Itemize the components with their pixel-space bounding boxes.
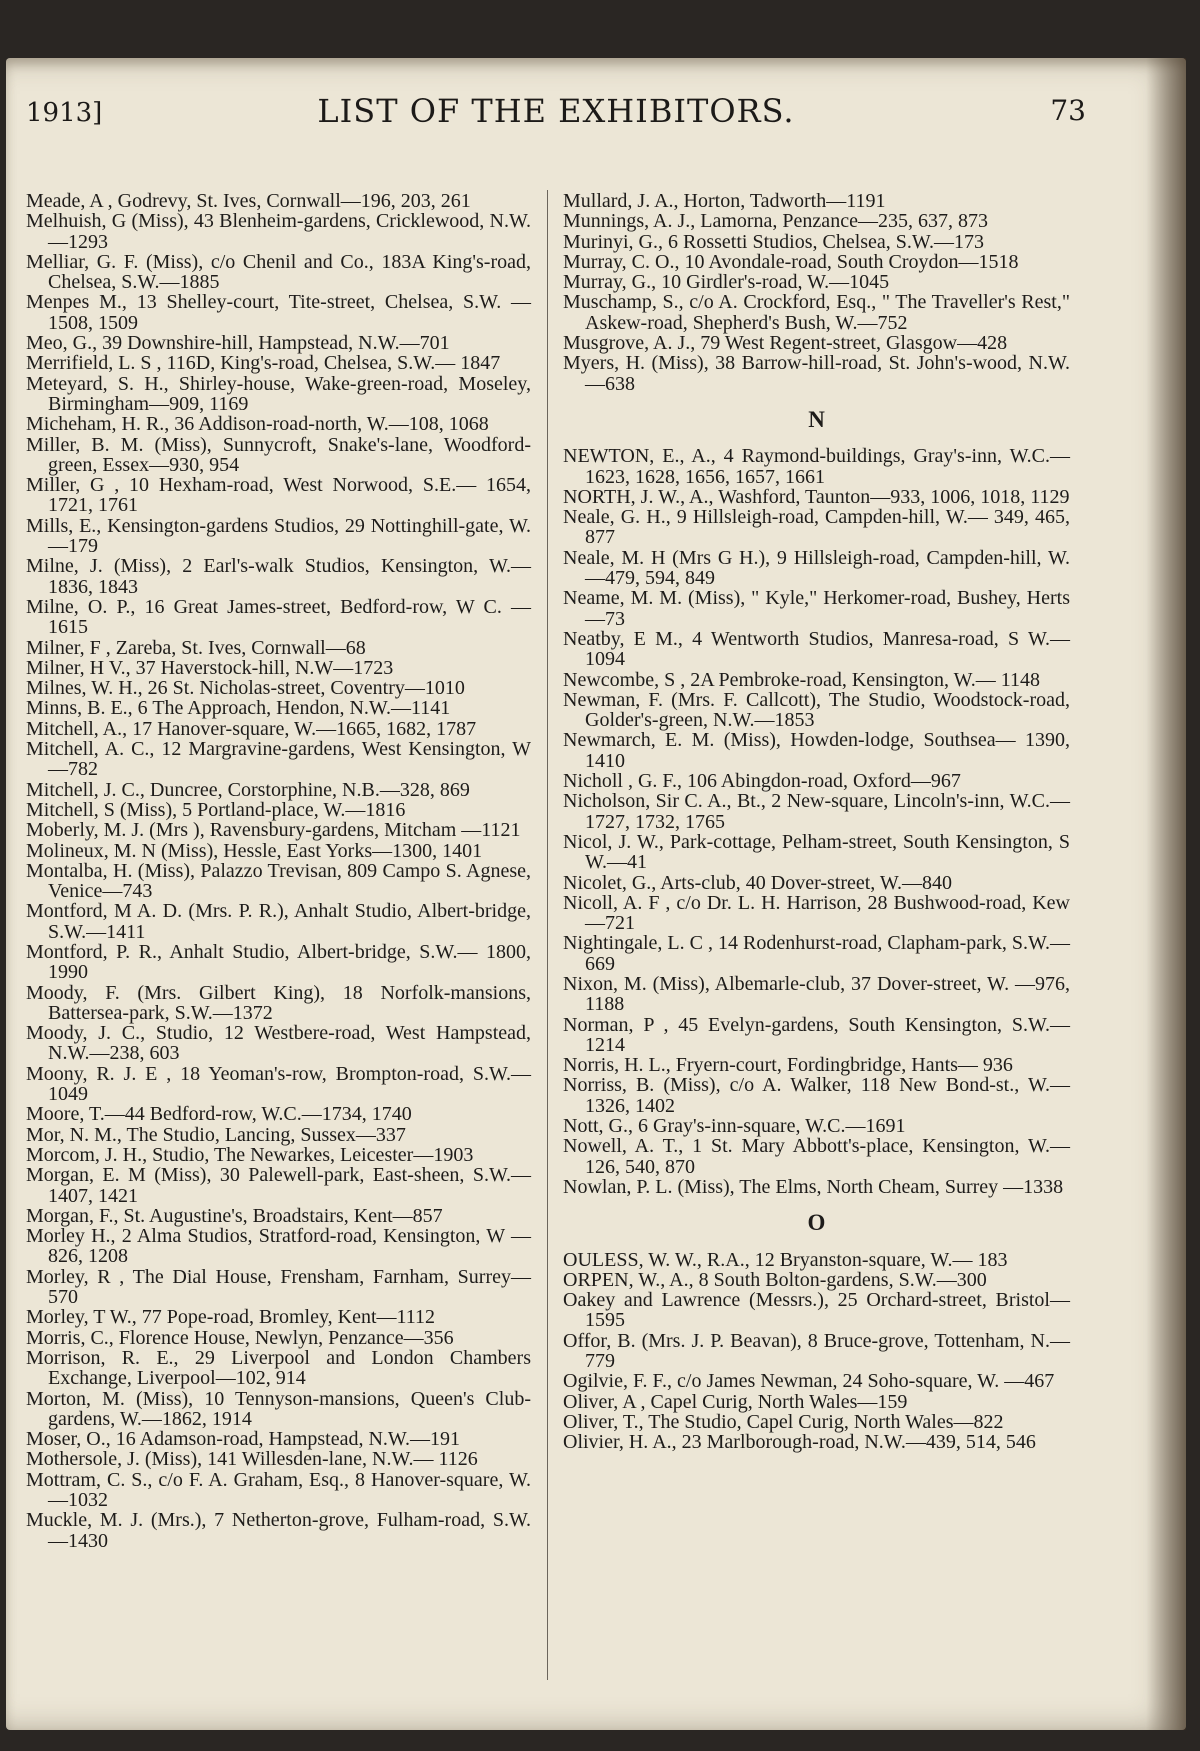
exhibitor-entry: Moody, F. (Mrs. Gilbert King), 18 Norfolk-mansions, Battersea-park, S.W.—1372	[26, 981, 531, 1024]
exhibitor-entry: Musgrove, A. J., 79 West Regent-street, Glasgow—428	[563, 332, 1008, 355]
exhibitor-entry: Oakey and Lawrence (Messrs.), 25 Orchard-street, Bristol—1595	[563, 1289, 1070, 1332]
exhibitor-entry: Montalba, H. (Miss), Palazzo Trevisan, 809 Campo S. Agnese, Venice—743	[26, 859, 531, 903]
exhibitor-entry: Moser, O., 16 Adamson-road, Hampstead, N.W.—191	[26, 1428, 460, 1451]
exhibitor-entry: Norriss, B. (Miss), c/o A. Walker, 118 New Bond-st., W.—1326, 1402	[563, 1074, 1070, 1117]
exhibitor-entry: OULESS, W. W., R.A., 12 Bryanston-square, W.— 183	[563, 1248, 1008, 1271]
header-page-number: 73	[1050, 94, 1086, 127]
exhibitor-entry: Nightingale, L. C , 14 Rodenhurst-road, Clapham-park, S.W.—669	[563, 932, 1070, 975]
exhibitor-entry: Morcom, J. H., Studio, The Newarkes, Leicester—1903	[26, 1143, 474, 1166]
exhibitor-entry: Mitchell, S (Miss), 5 Portland-place, W.—1816	[26, 798, 406, 821]
exhibitor-entry: Newmarch, E. M. (Miss), Howden-lodge, Southsea— 1390, 1410	[563, 729, 1070, 772]
exhibitor-entry: Minns, B. E., 6 The Approach, Hendon, N.W.—1141	[26, 697, 451, 720]
exhibitor-entry: Merrifield, L. S , 116D, King's-road, Chelsea, S.W.— 1847	[26, 352, 501, 375]
exhibitor-entry: Morton, M. (Miss), 10 Tennyson-mansions, Queen's Club-gardens, W.—1862, 1914	[26, 1387, 531, 1430]
exhibitor-entry: Meteyard, S. H., Shirley-house, Wake-green-road, Moseley, Birmingham—909, 1169	[26, 372, 531, 415]
section-letter-n: N	[808, 406, 825, 432]
exhibitor-entry: Milne, O. P., 16 Great James-street, Bedford-row, W C. —1615	[26, 595, 531, 639]
exhibitor-entry: Murinyi, G., 6 Rossetti Studios, Chelsea, S.W.—173	[563, 230, 984, 253]
column-divider	[547, 190, 548, 1680]
exhibitor-entry: Norris, H. L., Fryern-court, Fordingbridge, Hants— 936	[563, 1054, 1013, 1077]
header-year: 1913]	[26, 98, 103, 128]
exhibitor-entry: Mitchell, A., 17 Hanover-square, W.—1665, 1682, 1787	[26, 717, 477, 740]
exhibitor-entry: Morgan, F., St. Augustine's, Broadstairs, Kent—857	[26, 1204, 443, 1227]
exhibitor-entry: Miller, B. M. (Miss), Sunnycroft, Snake's-lane, Woodford-green, Essex—930, 954	[26, 433, 531, 476]
exhibitor-entry: NORTH, J. W., A., Washford, Taunton—933, 1006, 1018, 1129	[563, 485, 1070, 508]
exhibitor-entry: Micheham, H. R., 36 Addison-road-north, W.—108, 1068	[26, 413, 489, 436]
exhibitor-entry: Moore, T.—44 Bedford-row, W.C.—1734, 1740	[26, 1103, 412, 1126]
exhibitor-entry: Neale, G. H., 9 Hillsleigh-road, Campden-hill, W.— 349, 465, 877	[563, 506, 1070, 549]
exhibitor-entry: Meade, A , Godrevy, St. Ives, Cornwall—196, 203, 261	[26, 190, 471, 212]
exhibitor-entry: Mullard, J. A., Horton, Tadworth—1191	[563, 190, 886, 212]
exhibitor-entry: Menpes M., 13 Shelley-court, Tite-street, Chelsea, S.W. —1508, 1509	[26, 291, 531, 334]
exhibitor-entry: Nicholl , G. F., 106 Abingdon-road, Oxford—967	[563, 770, 961, 793]
exhibitor-entry: Milnes, W. H., 26 St. Nicholas-street, Coventry—1010	[26, 677, 465, 700]
section-letter-o: O	[807, 1210, 826, 1236]
exhibitor-entry: Newman, F. (Mrs. F. Callcott), The Studio, Woodstock-road, Golder's-green, N.W.—1853	[563, 688, 1070, 732]
exhibitor-entry: Norman, P , 45 Evelyn-gardens, South Kensington, S.W.—1214	[563, 1013, 1070, 1056]
exhibitor-entry: Morgan, E. M (Miss), 30 Palewell-park, East-sheen, S.W.—1407, 1421	[26, 1164, 531, 1207]
exhibitor-entry: Morley, R , The Dial House, Frensham, Farnham, Surrey—570	[26, 1265, 531, 1309]
exhibitor-entry: Mitchell, J. C., Duncree, Corstorphine, N.B.—328, 869	[26, 778, 470, 801]
right-column	[563, 191, 1070, 1453]
exhibitor-entry: Ogilvie, F. F., c/o James Newman, 24 Soho-square, W. —467	[563, 1370, 1055, 1393]
page-header	[26, 88, 1086, 138]
exhibitor-entry: Nicolet, G., Arts-club, 40 Dover-street, W.—840	[563, 871, 952, 894]
exhibitor-entry: Montford, M A. D. (Mrs. P. R.), Anhalt Studio, Albert-bridge, S.W.—1411	[26, 900, 531, 943]
exhibitor-entry: Murray, G., 10 Girdler's-road, W.—1045	[563, 271, 890, 294]
exhibitor-entry: Morrison, R. E., 29 Liverpool and London Chambers Exchange, Liverpool—102, 914	[26, 1346, 531, 1390]
exhibitor-entry: Morris, C., Florence House, Newlyn, Penzance—356	[26, 1326, 454, 1349]
exhibitor-entry: Morley, T W., 77 Pope-road, Bromley, Kent—1112	[26, 1306, 436, 1329]
exhibitor-entry: Nicoll, A. F , c/o Dr. L. H. Harrison, 28 Bushwood-road, Kew—721	[563, 891, 1070, 935]
exhibitor-entry: ORPEN, W., A., 8 South Bolton-gardens, S.W.—300	[563, 1268, 987, 1291]
exhibitor-entry: Murray, C. O., 10 Avondale-road, South Croydon—1518	[563, 250, 1019, 273]
exhibitor-entry: Neame, M. M. (Miss), " Kyle," Herkomer-road, Bushey, Herts—73	[563, 587, 1070, 630]
exhibitor-entry: Moberly, M. J. (Mrs ), Ravensbury-gardens, Mitcham —1121	[26, 819, 521, 842]
header-title: LIST OF THE EXHIBITORS.	[317, 92, 795, 130]
exhibitor-entry: Muckle, M. J. (Mrs.), 7 Netherton-grove, Fulham-road, S.W.—1430	[26, 1509, 531, 1552]
exhibitor-entry: Muschamp, S., c/o A. Crockford, Esq., " The Traveller's Rest," Askew-road, Shepherd's Bush, W.—752	[563, 291, 1070, 334]
exhibitor-entry: Milner, H V., 37 Haverstock-hill, N.W—1723	[26, 656, 394, 679]
exhibitor-entry: Melhuish, G (Miss), 43 Blenheim-gardens, Cricklewood, N.W.—1293	[26, 210, 531, 253]
left-column	[26, 191, 531, 1551]
section-o-entries	[563, 1250, 1070, 1453]
exhibitor-entry: Mills, E., Kensington-gardens Studios, 29 Nottinghill-gate, W.—179	[26, 514, 531, 558]
exhibitor-entry: Offor, B. (Mrs. J. P. Beavan), 8 Bruce-grove, Tottenham, N.—779	[563, 1329, 1070, 1373]
right-column-m-entries	[563, 191, 1070, 394]
exhibitor-entry: Milner, F , Zareba, St. Ives, Cornwall—68	[26, 636, 366, 659]
exhibitor-entry: Milne, J. (Miss), 2 Earl's-walk Studios, Kensington, W.—1836, 1843	[26, 555, 531, 598]
exhibitor-entry: Munnings, A. J., Lamorna, Penzance—235, 637, 873	[563, 210, 988, 233]
exhibitor-entry: Montford, P. R., Anhalt Studio, Albert-bridge, S.W.— 1800, 1990	[26, 940, 531, 984]
exhibitor-entry: Nicol, J. W., Park-cottage, Pelham-street, South Kensington, S W.—41	[563, 830, 1070, 874]
exhibitor-entry: Newcombe, S , 2A Pembroke-road, Kensington, W.— 1148	[563, 668, 1040, 691]
exhibitor-entry: Miller, G , 10 Hexham-road, West Norwood, S.E.— 1654, 1721, 1761	[26, 474, 531, 517]
exhibitor-entry: Moony, R. J. E , 18 Yeoman's-row, Brompton-road, S.W.—1049	[26, 1062, 531, 1106]
exhibitor-entry: Nowlan, P. L. (Miss), The Elms, North Cheam, Surrey —1338	[563, 1175, 1064, 1198]
exhibitor-entry: Olivier, H. A., 23 Marlborough-road, N.W.—439, 514, 546	[563, 1431, 1036, 1454]
exhibitor-entry: Moody, J. C., Studio, 12 Westbere-road, West Hampstead, N.W.—238, 603	[26, 1022, 531, 1065]
exhibitor-entry: Molineux, M. N (Miss), Hessle, East Yorks—1300, 1401	[26, 839, 483, 862]
exhibitor-entry: Mitchell, A. C., 12 Margravine-gardens, West Kensington, W —782	[26, 738, 531, 781]
exhibitor-entry: Nixon, M. (Miss), Albemarle-club, 37 Dover-street, W. —976, 1188	[563, 972, 1070, 1016]
exhibitor-entry: Nowell, A. T., 1 St. Mary Abbott's-place, Kensington, W.—126, 540, 870	[563, 1135, 1070, 1178]
exhibitor-entry: Oliver, A , Capel Curig, North Wales—159	[563, 1390, 908, 1413]
exhibitor-entry: Neatby, E M., 4 Wentworth Studios, Manresa-road, S W.—1094	[563, 627, 1070, 671]
exhibitor-entry: Myers, H. (Miss), 38 Barrow-hill-road, St. John's-wood, N.W.—638	[563, 352, 1070, 395]
exhibitor-entry: Mottram, C. S., c/o F. A. Graham, Esq., 8 Hanover-square, W.—1032	[26, 1468, 531, 1511]
section-n-entries	[563, 446, 1070, 1197]
exhibitor-entry: Melliar, G. F. (Miss), c/o Chenil and Co., 183A King's-road, Chelsea, S.W.—1885	[26, 250, 531, 294]
exhibitor-entry: NEWTON, E., A., 4 Raymond-buildings, Gray's-inn, W.C.—1623, 1628, 1656, 1657, 1661	[563, 445, 1070, 488]
exhibitor-entry: Oliver, T., The Studio, Capel Curig, North Wales—822	[563, 1410, 1004, 1433]
exhibitor-entry: Mor, N. M., The Studio, Lancing, Sussex—337	[26, 1123, 406, 1146]
exhibitor-entry: Mothersole, J. (Miss), 141 Willesden-lane, N.W.— 1126	[26, 1448, 478, 1471]
exhibitor-entry: Nott, G., 6 Gray's-inn-square, W.C.—1691	[563, 1115, 906, 1138]
book-page	[6, 58, 1186, 1730]
exhibitor-entry: Meo, G., 39 Downshire-hill, Hampstead, N.W.—701	[26, 332, 450, 355]
exhibitor-entry: Neale, M. H (Mrs G H.), 9 Hillsleigh-road, Campden-hill, W.—479, 594, 849	[563, 546, 1070, 590]
exhibitor-entry: Morley H., 2 Alma Studios, Stratford-road, Kensington, W —826, 1208	[26, 1225, 531, 1268]
exhibitor-entry: Nicholson, Sir C. A., Bt., 2 New-square, Lincoln's-inn, W.C.—1727, 1732, 1765	[563, 790, 1070, 833]
